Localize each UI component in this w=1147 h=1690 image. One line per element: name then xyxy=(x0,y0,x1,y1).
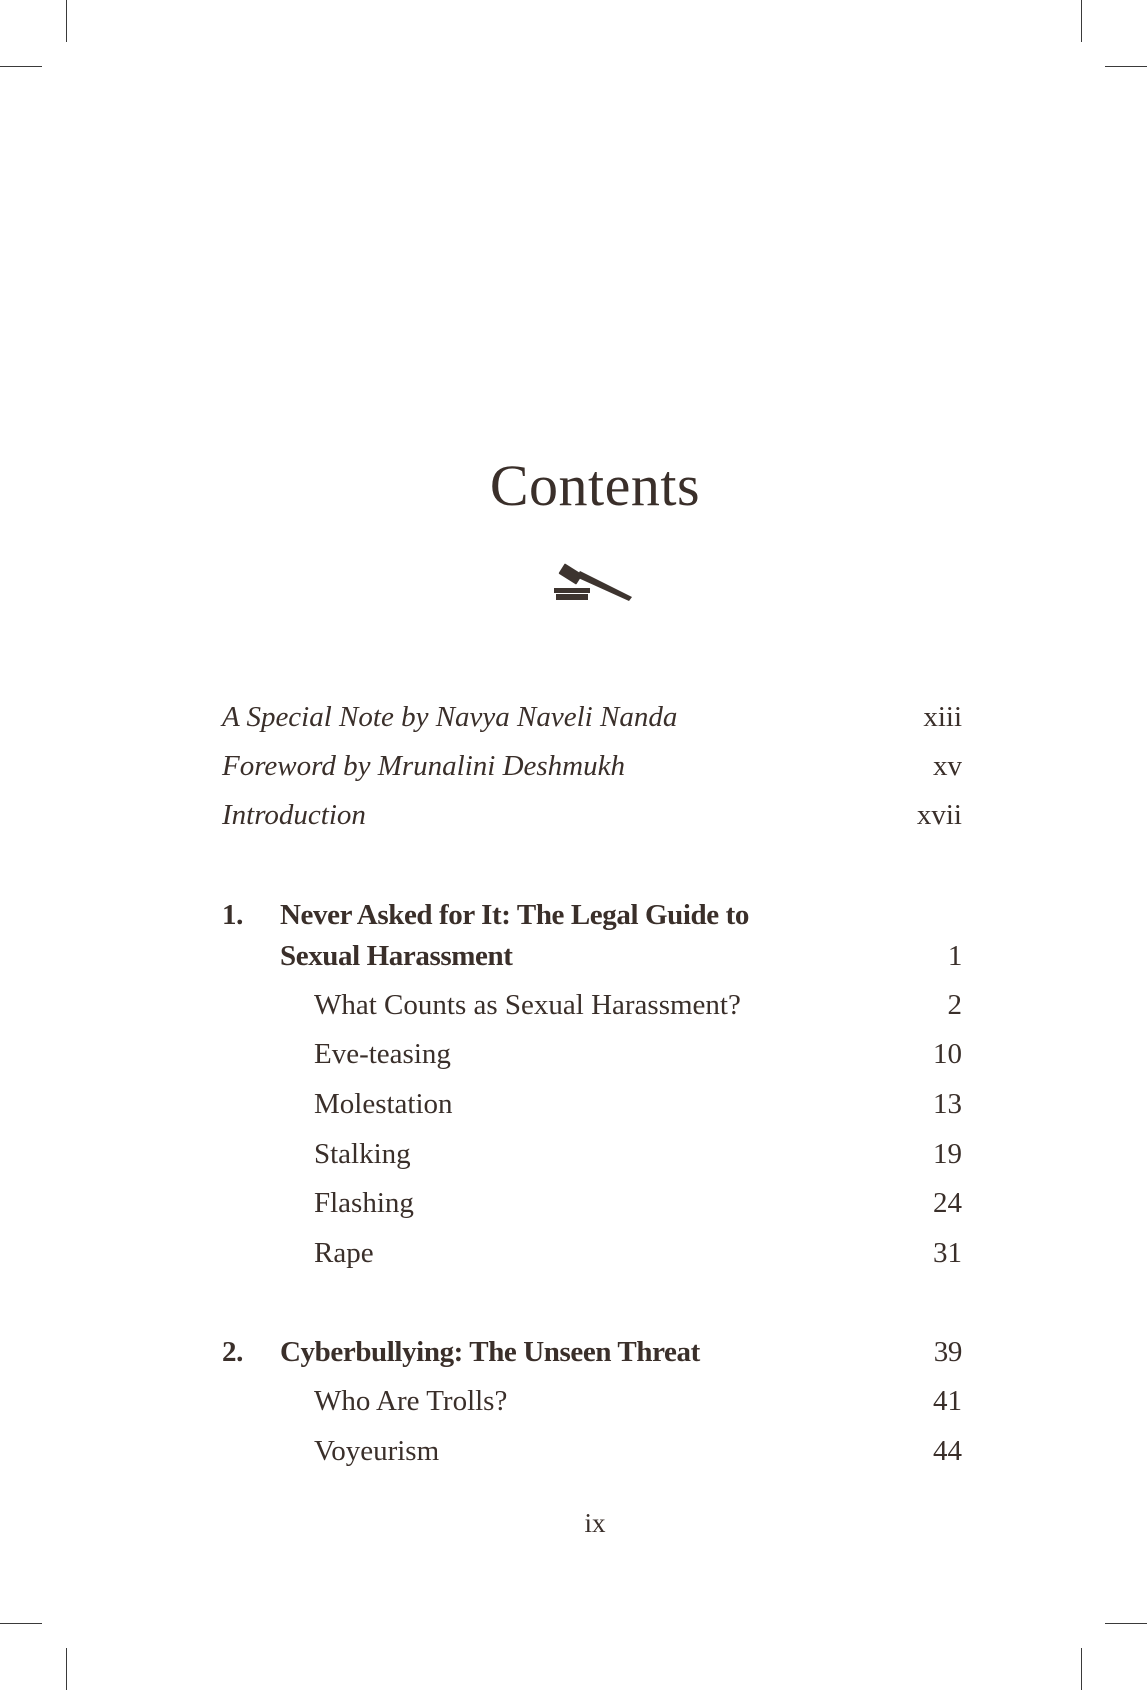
toc-page-number: xvii xyxy=(916,799,962,831)
toc-section[interactable] xyxy=(222,1183,962,1223)
toc-page-number: 1 xyxy=(947,940,962,972)
toc-section-label: Flashing xyxy=(314,1187,414,1219)
toc-entry-label: A Special Note by Navya Naveli Nanda xyxy=(222,701,678,733)
toc-page-number: 31 xyxy=(933,1237,962,1269)
crop-mark xyxy=(0,66,42,67)
toc-chapter-1-heading-cont[interactable] xyxy=(222,936,962,976)
toc-section-label: Eve-teasing xyxy=(314,1038,451,1070)
chapter-number: 1. xyxy=(222,899,243,931)
toc-section[interactable] xyxy=(222,1381,962,1421)
chapter-number: 2. xyxy=(222,1336,243,1368)
toc-entry-label: Introduction xyxy=(222,799,366,831)
toc-section-label: Molestation xyxy=(314,1088,453,1120)
toc-section[interactable] xyxy=(222,1034,962,1074)
toc-chapter-2-heading[interactable] xyxy=(222,1332,962,1372)
page-number: ix xyxy=(584,1508,606,1538)
toc-page-number: 2 xyxy=(947,989,962,1021)
toc-page-number: 39 xyxy=(933,1336,962,1368)
toc-page-number: 19 xyxy=(933,1138,962,1170)
toc-section-label: Who Are Trolls? xyxy=(314,1385,508,1417)
toc-entry-label: Foreword by Mrunalini Deshmukh xyxy=(222,750,625,782)
gavel-icon xyxy=(552,550,634,602)
toc-page-number: xiii xyxy=(923,701,962,733)
crop-mark xyxy=(1105,1623,1147,1624)
toc-page-number: 24 xyxy=(933,1187,962,1219)
toc-entry-special-note[interactable] xyxy=(222,697,962,737)
toc-section[interactable] xyxy=(222,1134,962,1174)
toc-section[interactable] xyxy=(222,1431,962,1471)
toc-page-number: 13 xyxy=(933,1088,962,1120)
toc-section-label: Rape xyxy=(314,1237,374,1269)
toc-page-number: 44 xyxy=(933,1435,962,1467)
toc-section-label: Stalking xyxy=(314,1138,411,1170)
page-title: Contents xyxy=(489,453,701,518)
toc-page-number: 10 xyxy=(933,1038,962,1070)
toc-section[interactable] xyxy=(222,1233,962,1273)
toc-section-label: What Counts as Sexual Harassment? xyxy=(314,989,741,1021)
toc-page-number: xv xyxy=(933,750,962,782)
crop-mark xyxy=(1081,1648,1082,1690)
crop-mark xyxy=(66,0,67,42)
crop-mark xyxy=(1105,66,1147,67)
crop-mark xyxy=(66,1648,67,1690)
crop-mark xyxy=(0,1623,42,1624)
chapter-title: Cyberbullying: The Unseen Threat xyxy=(280,1336,700,1368)
toc-chapter-1-heading[interactable] xyxy=(222,895,962,935)
toc-section[interactable] xyxy=(222,1084,962,1124)
toc-entry-foreword[interactable] xyxy=(222,746,962,786)
chapter-title-line-2: Sexual Harassment xyxy=(280,940,513,972)
toc-page-number: 41 xyxy=(933,1385,962,1417)
crop-mark xyxy=(1081,0,1082,42)
toc-entry-introduction[interactable] xyxy=(222,795,962,835)
toc-section[interactable] xyxy=(222,985,962,1025)
chapter-title-line-1: Never Asked for It: The Legal Guide to xyxy=(280,899,749,931)
toc-section-label: Voyeurism xyxy=(314,1435,440,1467)
